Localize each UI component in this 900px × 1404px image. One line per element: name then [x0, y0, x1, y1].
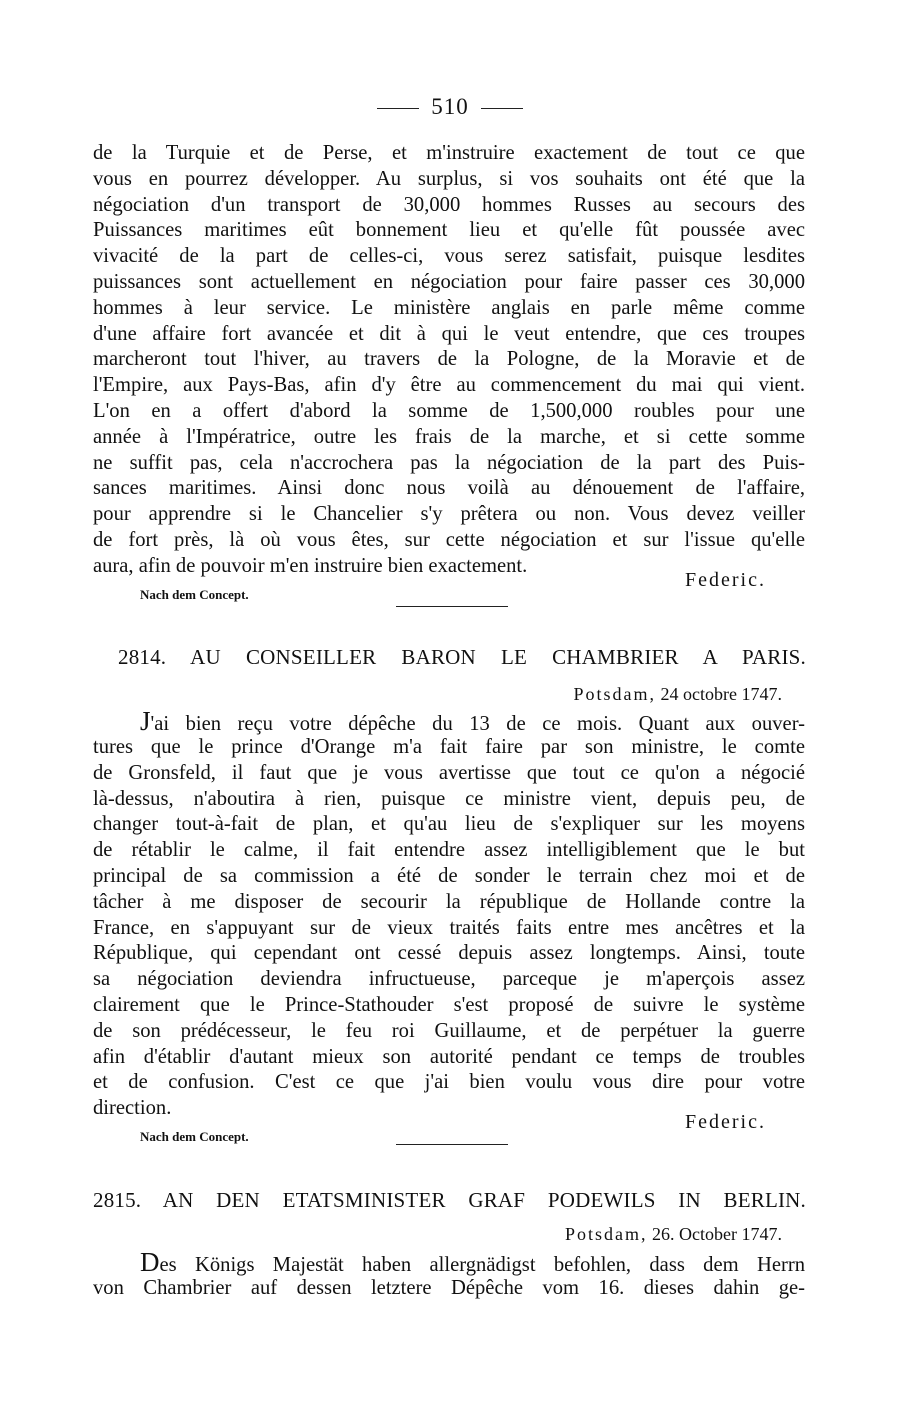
text-line: changer tout-à-fait de plan, et qu'au lieu de s'expliquer sur les moyens [93, 813, 805, 836]
text-line: là-dessus, n'aboutira à rien, puisque ce ministre vient, depuis peu, de [93, 787, 805, 810]
text-line: France, en s'appuyant sur de vieux traités faits entre mes ancêtres et la [93, 916, 805, 939]
date-text: 24 octobre 1747. [660, 684, 782, 704]
text-line: afin d'établir d'autant mieux son autorité pendant ce temps de troubles [93, 1045, 805, 1068]
text-line: d'une affaire fort avancée et dit à qui le veut entendre, que ces troupes [93, 322, 805, 345]
text-line-first [140, 1247, 805, 1279]
text-line: sa négociation deviendra infructueuse, parceque je m'aperçois assez [93, 968, 805, 991]
source-note: Nach dem Concept. [140, 1129, 249, 1144]
text-line: tures que le prince d'Orange m'a fait faire par son ministre, le comte [93, 736, 805, 758]
text-line: année à l'Impératrice, outre les frais de la marche, et si cette somme [93, 425, 805, 448]
date-place: Potsdam, [573, 684, 657, 704]
text-line: négociation d'un transport de 30,000 hommes Russes au secours des [93, 193, 805, 216]
letter-heading: 2815. AN DEN ETATSMINISTER GRAF PODEWILS IN BERLIN. [93, 1188, 806, 1212]
page-header [0, 94, 900, 120]
first-line-text: 'ai bien reçu votre dépêche du 13 de ce mois. Quant aux ouver- [150, 713, 805, 735]
signature: Federic. [685, 1111, 766, 1133]
dateline [565, 1224, 782, 1245]
text-line: de son prédécesseur, le feu roi Guillaume, et de perpétuer la guerre [93, 1019, 805, 1042]
source-note: Nach dem Concept. [140, 587, 249, 602]
header-dash-left [377, 108, 419, 109]
text-line-first [140, 706, 805, 738]
text-line: puissances sont actuellement en négociation pour faire passer ces 30,000 [93, 271, 805, 293]
text-line-last: direction. [93, 1097, 172, 1120]
text-line: de la Turquie et de Perse, et m'instruire exactement de tout ce que [93, 142, 805, 164]
text-line: ne suffit pas, cela n'accrochera pas la négociation de la part des Puis- [93, 451, 805, 474]
text-line: vivacité de la part de celles-ci, vous serez satisfait, puisque lesdites [93, 245, 805, 268]
text-line: vous en pourrez développer. Au surplus, si vos souhaits ont été que la [93, 167, 805, 190]
initial-letter: D [140, 1247, 160, 1277]
date-place: Potsdam, [565, 1224, 648, 1244]
header-dash-right [481, 108, 523, 109]
text-line: pour apprendre si le Chancelier s'y prêtera ou non. Vous devez veiller [93, 503, 805, 526]
text-line: de rétablir le calme, il fait entendre assez intelligiblement que le but [93, 839, 805, 862]
section-divider [396, 606, 508, 607]
first-line-text: es Königs Majestät haben allergnädigst befohlen, dass dem Herrn [159, 1254, 805, 1276]
date-text: 26. October 1747. [652, 1224, 782, 1244]
text-line: clairement que le Prince-Stathouder s'est proposé de suivre le système [93, 994, 805, 1016]
text-line: L'on en a offert d'abord la somme de 1,500,000 roubles pour une [93, 400, 805, 422]
text-line: République, qui cependant ont cessé depuis assez longtemps. Ainsi, toute [93, 942, 805, 965]
page-number: 510 [431, 94, 469, 119]
text-line: Puissances maritimes eût bonnement lieu et qu'elle fût poussée avec [93, 219, 805, 242]
text-line: l'Empire, aux Pays-Bas, afin d'y être au commencement du mai qui vient. [93, 374, 805, 397]
dateline [574, 684, 783, 705]
text-line: et de confusion. C'est ce que j'ai bien voulu vous dire pour votre [93, 1071, 805, 1094]
text-line: sances maritimes. Ainsi donc nous voilà au dénouement de l'affaire, [93, 477, 805, 500]
initial-letter: J [140, 706, 151, 736]
text-line: tâcher à me disposer de secourir la république de Hollande contre la [93, 890, 805, 913]
text-line: principal de sa commission a été de sonder le terrain chez moi et de [93, 865, 805, 887]
text-line: de fort près, là où vous êtes, sur cette négociation et sur l'issue qu'elle [93, 529, 805, 551]
text-line: hommes à leur service. Le ministère anglais en parle même comme [93, 296, 805, 319]
text-line: marcheront tout l'hiver, au travers de la Pologne, de la Moravie et de [93, 348, 805, 371]
section-divider [396, 1144, 508, 1145]
text-line-last: aura, afin de pouvoir m'en instruire bien exactement. [93, 554, 528, 577]
text-line: von Chambrier auf dessen letztere Dépêche vom 16. dieses dahin ge- [93, 1277, 805, 1299]
signature: Federic. [685, 569, 766, 591]
text-line: de Gronsfeld, il faut que je vous avertisse que tout ce qu'on a négocié [93, 761, 805, 784]
letter-heading: 2814. AU CONSEILLER BARON LE CHAMBRIER A PARIS. [118, 645, 806, 669]
